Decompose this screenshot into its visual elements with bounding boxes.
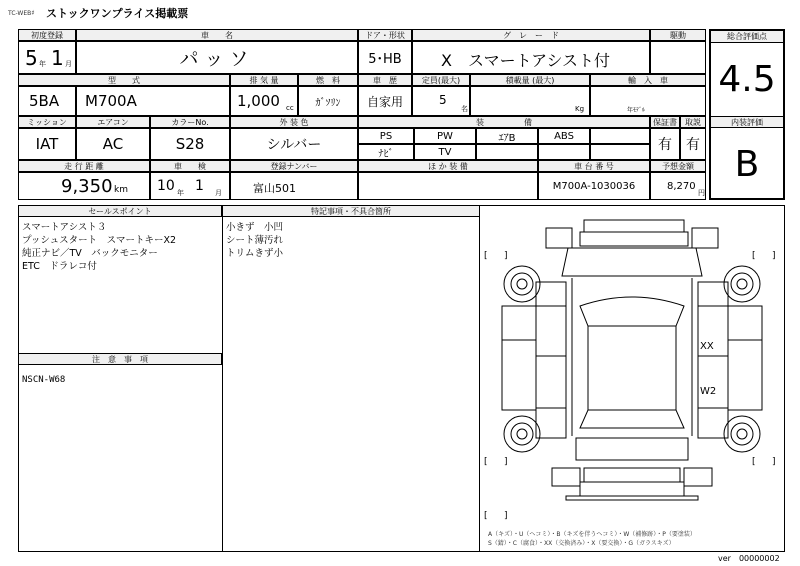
- car-name-cell: [76, 41, 358, 74]
- color-no: S28: [175, 135, 205, 153]
- svg-text:[: [: [484, 251, 488, 261]
- sales-point-item: スマートアシスト３: [22, 222, 107, 233]
- grade: X スマートアシスト付: [441, 51, 611, 70]
- left-side: [502, 282, 566, 438]
- equip-empty-2: [476, 144, 538, 160]
- label-price: 予想金額: [650, 160, 706, 172]
- capacity: 5: [439, 93, 447, 107]
- mark-xx: XX: [700, 341, 714, 352]
- label-chassis: 車 台 番 号: [538, 160, 650, 172]
- front-parts: [546, 220, 718, 276]
- equip-pw: [414, 128, 476, 144]
- km-unit: km: [114, 185, 128, 195]
- svg-text:]: ]: [772, 457, 776, 467]
- label-other-equip: ほ か 装 備: [358, 160, 538, 172]
- equip-tv: [414, 144, 476, 160]
- mileage: 9,350: [61, 176, 113, 197]
- drive-cell: [650, 41, 706, 74]
- equip-navi: [358, 144, 414, 160]
- svg-text:]: ]: [772, 251, 776, 261]
- displacement: 1,000: [237, 92, 280, 110]
- label-sales-points: セールスポイント: [18, 205, 222, 217]
- door-shape-cell: [358, 41, 412, 74]
- label-import: 輸 入 車: [590, 74, 706, 86]
- interior-score-box: [711, 130, 783, 198]
- aircon: AC: [102, 135, 124, 153]
- fuel-cell: [298, 86, 358, 116]
- door-shape: 5･HB: [368, 52, 402, 67]
- equip-airbag-text: ｴｱB: [498, 132, 516, 144]
- svg-text:[: [: [484, 511, 488, 521]
- plate-cell: [230, 172, 358, 200]
- manual-cell: [680, 128, 706, 160]
- label-warranty: 保証書: [650, 116, 680, 128]
- label-door-shape: ドア・形状: [358, 29, 412, 41]
- label-manual: 取説: [680, 116, 706, 128]
- roof: [572, 278, 692, 436]
- svg-text:[: [: [752, 457, 756, 467]
- note-item: シート薄汚れ: [226, 235, 284, 246]
- note-item: トリムきず小: [226, 248, 284, 259]
- label-drive: 駆動: [650, 29, 706, 41]
- label-plate: 登録ナンバー: [230, 160, 358, 172]
- interior-score: B: [734, 143, 760, 185]
- label-mission: ミッション: [18, 116, 76, 128]
- grade-cell: [412, 41, 650, 74]
- first-reg-year: 5: [25, 46, 38, 70]
- note-item: 小きず 小凹: [226, 222, 284, 233]
- first-reg-month: 1: [51, 46, 64, 70]
- plate: 富山501: [253, 182, 296, 195]
- model-year-unit: 年ﾓﾃﾞﾙ: [627, 107, 646, 114]
- diagram-brackets: [484, 251, 776, 521]
- logo-text: TC-WEB: [8, 10, 32, 17]
- version-label: ver 00000002: [718, 554, 780, 563]
- legend-line-1: A（キズ）・U（ヘコミ）・B（キズを伴うヘコミ）・W（補修跡）・P（要塗装）: [488, 531, 696, 538]
- load-unit: Kg: [575, 105, 585, 113]
- capacity-unit: 名: [461, 105, 468, 113]
- right-side: [698, 282, 762, 438]
- svg-text:]: ]: [504, 511, 508, 521]
- svg-text:]: ]: [504, 251, 508, 261]
- price: 8,270: [667, 181, 696, 192]
- damage-marks: [700, 341, 716, 397]
- chassis: M700A-1030036: [552, 180, 636, 192]
- car-name: パッソ: [179, 48, 255, 70]
- caution-list: [22, 374, 220, 387]
- fuel: ｶﾞｿﾘﾝ: [315, 97, 341, 109]
- usage: 自家用: [366, 94, 403, 109]
- inspection-year: 10: [157, 178, 175, 194]
- rear-parts: [552, 438, 712, 500]
- legend: [488, 530, 784, 548]
- label-mileage: 走 行 距 離: [18, 160, 150, 172]
- equip-airbag: [476, 128, 538, 144]
- equip-abs-text: ABS: [554, 130, 574, 142]
- exterior-cell: [230, 128, 358, 160]
- equip-tv-text: TV: [438, 146, 452, 158]
- logo: TC-WEB♯: [8, 9, 35, 17]
- label-inspection: 車 検: [150, 160, 230, 172]
- label-displacement: 排 気 量: [230, 74, 298, 86]
- model-prefix: 5BA: [29, 92, 60, 110]
- label-notes: 特記事項・不具合箇所: [222, 205, 480, 217]
- equip-ps: [358, 128, 414, 144]
- label-exterior: 外 装 色: [230, 116, 358, 128]
- label-color-no: カラーNo.: [150, 116, 230, 128]
- equip-ps-text: PS: [379, 130, 393, 142]
- equip-empty-1: [590, 128, 650, 144]
- label-usage: 車 歴: [358, 74, 412, 86]
- label-capacity: 定員(最大): [412, 74, 470, 86]
- inspection-year-unit: 年: [177, 189, 184, 197]
- label-car-name: 車 名: [76, 29, 358, 41]
- label-first-reg: 初度登録: [18, 29, 76, 41]
- wheels: [504, 266, 760, 452]
- overall-score-box: [711, 44, 783, 114]
- equip-empty-3: [538, 144, 590, 160]
- model: M700A: [85, 92, 137, 110]
- import-cell: [590, 86, 706, 116]
- displacement-cell: [230, 86, 298, 116]
- cc-unit: cc: [286, 104, 294, 112]
- chassis-cell: [538, 172, 650, 200]
- overall-score: 4.5: [718, 58, 776, 100]
- price-cell: [650, 172, 706, 200]
- equip-pw-text: PW: [437, 130, 453, 142]
- model-cell: [76, 86, 230, 116]
- document-title: ストックワンプライス掲載票: [46, 7, 189, 20]
- warranty: 有: [658, 137, 672, 153]
- svg-text:]: ]: [504, 457, 508, 467]
- label-grade: グ レ ー ド: [412, 29, 650, 41]
- equip-abs: [538, 128, 590, 144]
- aircon-cell: [76, 128, 150, 160]
- sales-point-item: 純正ナビ／TV バックモニター: [22, 248, 158, 259]
- exterior-color: シルバー: [266, 137, 322, 153]
- equip-navi-text: ﾅﾋﾞ: [378, 148, 394, 160]
- mileage-cell: [18, 172, 150, 200]
- svg-text:[: [: [484, 457, 488, 467]
- usage-cell: [358, 86, 412, 116]
- warranty-cell: [650, 128, 680, 160]
- month-unit: 月: [65, 60, 72, 68]
- label-overall: 総合評価点: [711, 31, 783, 43]
- year-unit: 年: [39, 60, 46, 68]
- inspection-month: 1: [195, 178, 204, 194]
- yen-unit: 円: [698, 189, 705, 197]
- mission: IAT: [35, 135, 59, 153]
- label-model: 型 式: [18, 74, 230, 86]
- manual: 有: [686, 137, 700, 153]
- first-reg-cell: [18, 41, 76, 74]
- label-interior: 内装評価: [711, 116, 783, 128]
- label-equipment: 装 備: [358, 116, 650, 128]
- car-diagram: [480, 206, 784, 552]
- sales-points-list: [22, 221, 220, 273]
- notes-list: [226, 221, 476, 260]
- label-caution: 注 意 事 項: [18, 353, 222, 365]
- mark-w2: W2: [700, 386, 717, 397]
- label-aircon: エアコン: [76, 116, 150, 128]
- sales-point-item: プッシュスタート スマートキーX2: [22, 235, 177, 246]
- load-cell: [470, 86, 590, 116]
- color-no-cell: [150, 128, 230, 160]
- inspection-cell: [150, 172, 230, 200]
- mission-cell: [18, 128, 76, 160]
- equip-empty-4: [590, 144, 650, 160]
- model-prefix-cell: [18, 86, 76, 116]
- label-load: 積載量 (最大): [470, 74, 590, 86]
- other-equip-cell: [358, 172, 538, 200]
- inspection-month-unit: 月: [215, 189, 222, 197]
- notes-column: [222, 217, 480, 552]
- svg-text:[: [: [752, 251, 756, 261]
- capacity-cell: [412, 86, 470, 116]
- sales-point-item: ETC ドラレコ付: [22, 261, 97, 272]
- legend-line-2: S（錆）・C（腐食）・XX（交換済み）・X（要交換）・G（ガラスキズ）: [488, 540, 675, 547]
- caution-item: NSCN-W68: [22, 375, 66, 385]
- label-fuel: 燃 料: [298, 74, 358, 86]
